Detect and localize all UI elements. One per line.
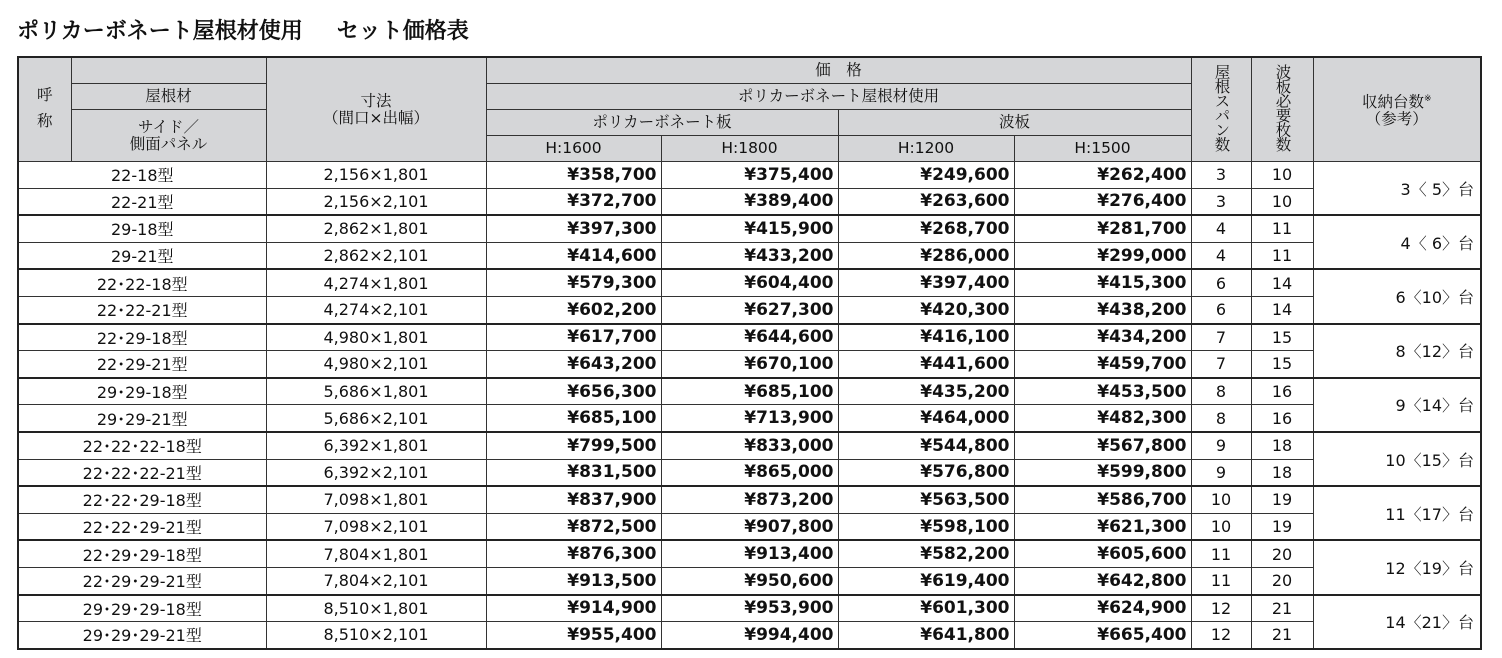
cell-p1200: ¥435,200 [838,378,1014,405]
cell-p1200: ¥416,100 [838,324,1014,351]
cell-span: 9 [1191,459,1251,486]
cell-p1600: ¥876,300 [486,540,661,567]
cell-p1500: ¥605,600 [1014,540,1191,567]
cell-name: 29-21型 [18,242,266,269]
cell-storage: 6〈10〉台 [1313,269,1481,323]
cell-sheets: 18 [1251,459,1313,486]
cell-p1800: ¥865,000 [661,459,838,486]
cell-sheets: 10 [1251,188,1313,215]
cell-span: 10 [1191,486,1251,513]
header-h1600: H:1600 [486,136,661,162]
cell-p1200: ¥397,400 [838,269,1014,296]
cell-p1500: ¥415,300 [1014,269,1191,296]
cell-storage: 8〈12〉台 [1313,324,1481,378]
cell-p1500: ¥665,400 [1014,622,1191,649]
cell-span: 12 [1191,622,1251,649]
cell-p1500: ¥586,700 [1014,486,1191,513]
table-row [18,486,1481,513]
cell-p1800: ¥433,200 [661,242,838,269]
cell-span: 6 [1191,269,1251,296]
table-row [18,622,1481,649]
title-sub: セット価格表 [336,19,469,44]
table-row [18,595,1481,622]
cell-p1500: ¥438,200 [1014,296,1191,323]
cell-p1500: ¥599,800 [1014,459,1191,486]
table-row [18,432,1481,459]
cell-storage: 9〈14〉台 [1313,378,1481,432]
header-h1800: H:1800 [661,136,838,162]
cell-p1600: ¥656,300 [486,378,661,405]
cell-sheets: 21 [1251,622,1313,649]
cell-name: 29･29-21型 [18,405,266,432]
cell-sheets: 19 [1251,486,1313,513]
cell-name: 22-21型 [18,188,266,215]
cell-p1200: ¥576,800 [838,459,1014,486]
cell-sheets: 20 [1251,567,1313,594]
cell-name: 29･29･29-18型 [18,595,266,622]
cell-p1600: ¥799,500 [486,432,661,459]
cell-p1500: ¥281,700 [1014,215,1191,242]
cell-name: 22･22-18型 [18,269,266,296]
cell-p1800: ¥833,000 [661,432,838,459]
cell-sheets: 16 [1251,378,1313,405]
cell-sheets: 19 [1251,513,1313,540]
cell-p1200: ¥464,000 [838,405,1014,432]
cell-p1200: ¥641,800 [838,622,1014,649]
cell-name: 29･29･29-21型 [18,622,266,649]
cell-span: 8 [1191,405,1251,432]
header-sheets: 波板必要枚数 [1251,57,1313,162]
cell-p1800: ¥913,400 [661,540,838,567]
cell-size: 2,156×1,801 [266,162,486,189]
cell-p1200: ¥286,000 [838,242,1014,269]
cell-p1800: ¥389,400 [661,188,838,215]
cell-name: 22･22･22-18型 [18,432,266,459]
table-row [18,188,1481,215]
cell-p1800: ¥415,900 [661,215,838,242]
cell-p1500: ¥567,800 [1014,432,1191,459]
cell-size: 4,980×2,101 [266,351,486,378]
cell-p1500: ¥642,800 [1014,567,1191,594]
cell-p1500: ¥459,700 [1014,351,1191,378]
cell-p1200: ¥420,300 [838,296,1014,323]
cell-span: 10 [1191,513,1251,540]
cell-p1800: ¥713,900 [661,405,838,432]
table-row [18,269,1481,296]
cell-name: 22･29-21型 [18,351,266,378]
cell-p1600: ¥837,900 [486,486,661,513]
cell-size: 7,098×1,801 [266,486,486,513]
cell-size: 5,686×2,101 [266,405,486,432]
cell-p1200: ¥249,600 [838,162,1014,189]
cell-span: 3 [1191,188,1251,215]
table-row [18,378,1481,405]
cell-p1600: ¥913,500 [486,567,661,594]
cell-sheets: 20 [1251,540,1313,567]
header-corrugated: 波板 [838,110,1191,136]
cell-name: 22･22･22-21型 [18,459,266,486]
cell-size: 7,098×2,101 [266,513,486,540]
cell-span: 11 [1191,567,1251,594]
cell-name: 22･29･29-18型 [18,540,266,567]
cell-size: 6,392×2,101 [266,459,486,486]
cell-size: 7,804×2,101 [266,567,486,594]
cell-p1500: ¥276,400 [1014,188,1191,215]
header-side-panel: サイド／ 側面パネル [71,110,266,162]
cell-sheets: 10 [1251,162,1313,189]
cell-span: 7 [1191,351,1251,378]
table-row [18,513,1481,540]
cell-p1600: ¥358,700 [486,162,661,189]
cell-p1600: ¥397,300 [486,215,661,242]
cell-p1500: ¥453,500 [1014,378,1191,405]
cell-p1800: ¥644,600 [661,324,838,351]
cell-sheets: 16 [1251,405,1313,432]
cell-p1600: ¥372,700 [486,188,661,215]
cell-p1600: ¥579,300 [486,269,661,296]
cell-size: 5,686×1,801 [266,378,486,405]
cell-name: 29･29-18型 [18,378,266,405]
cell-span: 3 [1191,162,1251,189]
cell-size: 8,510×2,101 [266,622,486,649]
cell-storage: 3〈 5〉台 [1313,162,1481,216]
cell-size: 2,862×1,801 [266,215,486,242]
cell-sheets: 15 [1251,351,1313,378]
cell-sheets: 14 [1251,296,1313,323]
cell-name: 22･29-18型 [18,324,266,351]
header-price: 価 格 [486,57,1191,84]
cell-storage: 12〈19〉台 [1313,540,1481,594]
table-row [18,567,1481,594]
cell-p1800: ¥953,900 [661,595,838,622]
header-poly-plate: ポリカーボネート板 [486,110,838,136]
cell-p1800: ¥604,400 [661,269,838,296]
cell-p1200: ¥441,600 [838,351,1014,378]
price-table [17,56,1482,650]
cell-sheets: 15 [1251,324,1313,351]
cell-size: 8,510×1,801 [266,595,486,622]
cell-span: 12 [1191,595,1251,622]
cell-p1600: ¥643,200 [486,351,661,378]
cell-p1800: ¥375,400 [661,162,838,189]
cell-p1200: ¥619,400 [838,567,1014,594]
table-row [18,540,1481,567]
table-row [18,405,1481,432]
table-row [18,296,1481,323]
cell-p1800: ¥994,400 [661,622,838,649]
cell-span: 8 [1191,378,1251,405]
cell-size: 4,274×1,801 [266,269,486,296]
cell-p1500: ¥299,000 [1014,242,1191,269]
header-poly-use: ポリカーボネート屋根材使用 [486,84,1191,110]
cell-name: 22･22･29-21型 [18,513,266,540]
cell-p1200: ¥582,200 [838,540,1014,567]
cell-p1600: ¥872,500 [486,513,661,540]
cell-storage: 11〈17〉台 [1313,486,1481,540]
cell-p1800: ¥685,100 [661,378,838,405]
cell-p1500: ¥624,900 [1014,595,1191,622]
cell-sheets: 18 [1251,432,1313,459]
header-size: 寸法 （間口×出幅） [266,57,486,162]
cell-p1800: ¥873,200 [661,486,838,513]
table-row [18,242,1481,269]
cell-size: 4,274×2,101 [266,296,486,323]
header-span: 屋根スパン数 [1191,57,1251,162]
header-blank [71,57,266,84]
cell-p1500: ¥482,300 [1014,405,1191,432]
cell-p1200: ¥563,500 [838,486,1014,513]
cell-p1800: ¥670,100 [661,351,838,378]
cell-p1500: ¥262,400 [1014,162,1191,189]
page-title [17,14,469,45]
cell-p1500: ¥434,200 [1014,324,1191,351]
cell-p1500: ¥621,300 [1014,513,1191,540]
cell-sheets: 11 [1251,242,1313,269]
cell-size: 4,980×1,801 [266,324,486,351]
header-roof: 屋根材 [71,84,266,110]
cell-sheets: 21 [1251,595,1313,622]
cell-p1800: ¥627,300 [661,296,838,323]
cell-sheets: 14 [1251,269,1313,296]
cell-name: 22･22･29-18型 [18,486,266,513]
cell-span: 4 [1191,215,1251,242]
cell-sheets: 11 [1251,215,1313,242]
cell-storage: 4〈 6〉台 [1313,215,1481,269]
cell-p1600: ¥414,600 [486,242,661,269]
header-h1200: H:1200 [838,136,1014,162]
cell-p1600: ¥955,400 [486,622,661,649]
header-name: 呼 称 [18,57,71,162]
cell-size: 2,156×2,101 [266,188,486,215]
cell-p1200: ¥601,300 [838,595,1014,622]
cell-span: 7 [1191,324,1251,351]
cell-storage: 10〈15〉台 [1313,432,1481,486]
cell-p1200: ¥268,700 [838,215,1014,242]
cell-p1200: ¥544,800 [838,432,1014,459]
cell-size: 7,804×1,801 [266,540,486,567]
cell-p1800: ¥907,800 [661,513,838,540]
cell-span: 6 [1191,296,1251,323]
cell-span: 4 [1191,242,1251,269]
cell-span: 9 [1191,432,1251,459]
cell-p1800: ¥950,600 [661,567,838,594]
table-row [18,215,1481,242]
cell-p1600: ¥685,100 [486,405,661,432]
cell-storage: 14〈21〉台 [1313,595,1481,649]
header-storage: 収納台数※ （参考） [1313,57,1481,162]
cell-size: 6,392×1,801 [266,432,486,459]
table-row [18,459,1481,486]
header-h1500: H:1500 [1014,136,1191,162]
table-row [18,162,1481,189]
cell-p1600: ¥617,700 [486,324,661,351]
cell-p1600: ¥831,500 [486,459,661,486]
cell-name: 29-18型 [18,215,266,242]
cell-p1200: ¥263,600 [838,188,1014,215]
cell-name: 22･29･29-21型 [18,567,266,594]
table-row [18,351,1481,378]
cell-p1600: ¥914,900 [486,595,661,622]
cell-name: 22･22-21型 [18,296,266,323]
title-main: ポリカーボネート屋根材使用 [17,19,303,44]
cell-p1200: ¥598,100 [838,513,1014,540]
table-row [18,324,1481,351]
cell-name: 22-18型 [18,162,266,189]
cell-p1600: ¥602,200 [486,296,661,323]
cell-size: 2,862×2,101 [266,242,486,269]
cell-span: 11 [1191,540,1251,567]
